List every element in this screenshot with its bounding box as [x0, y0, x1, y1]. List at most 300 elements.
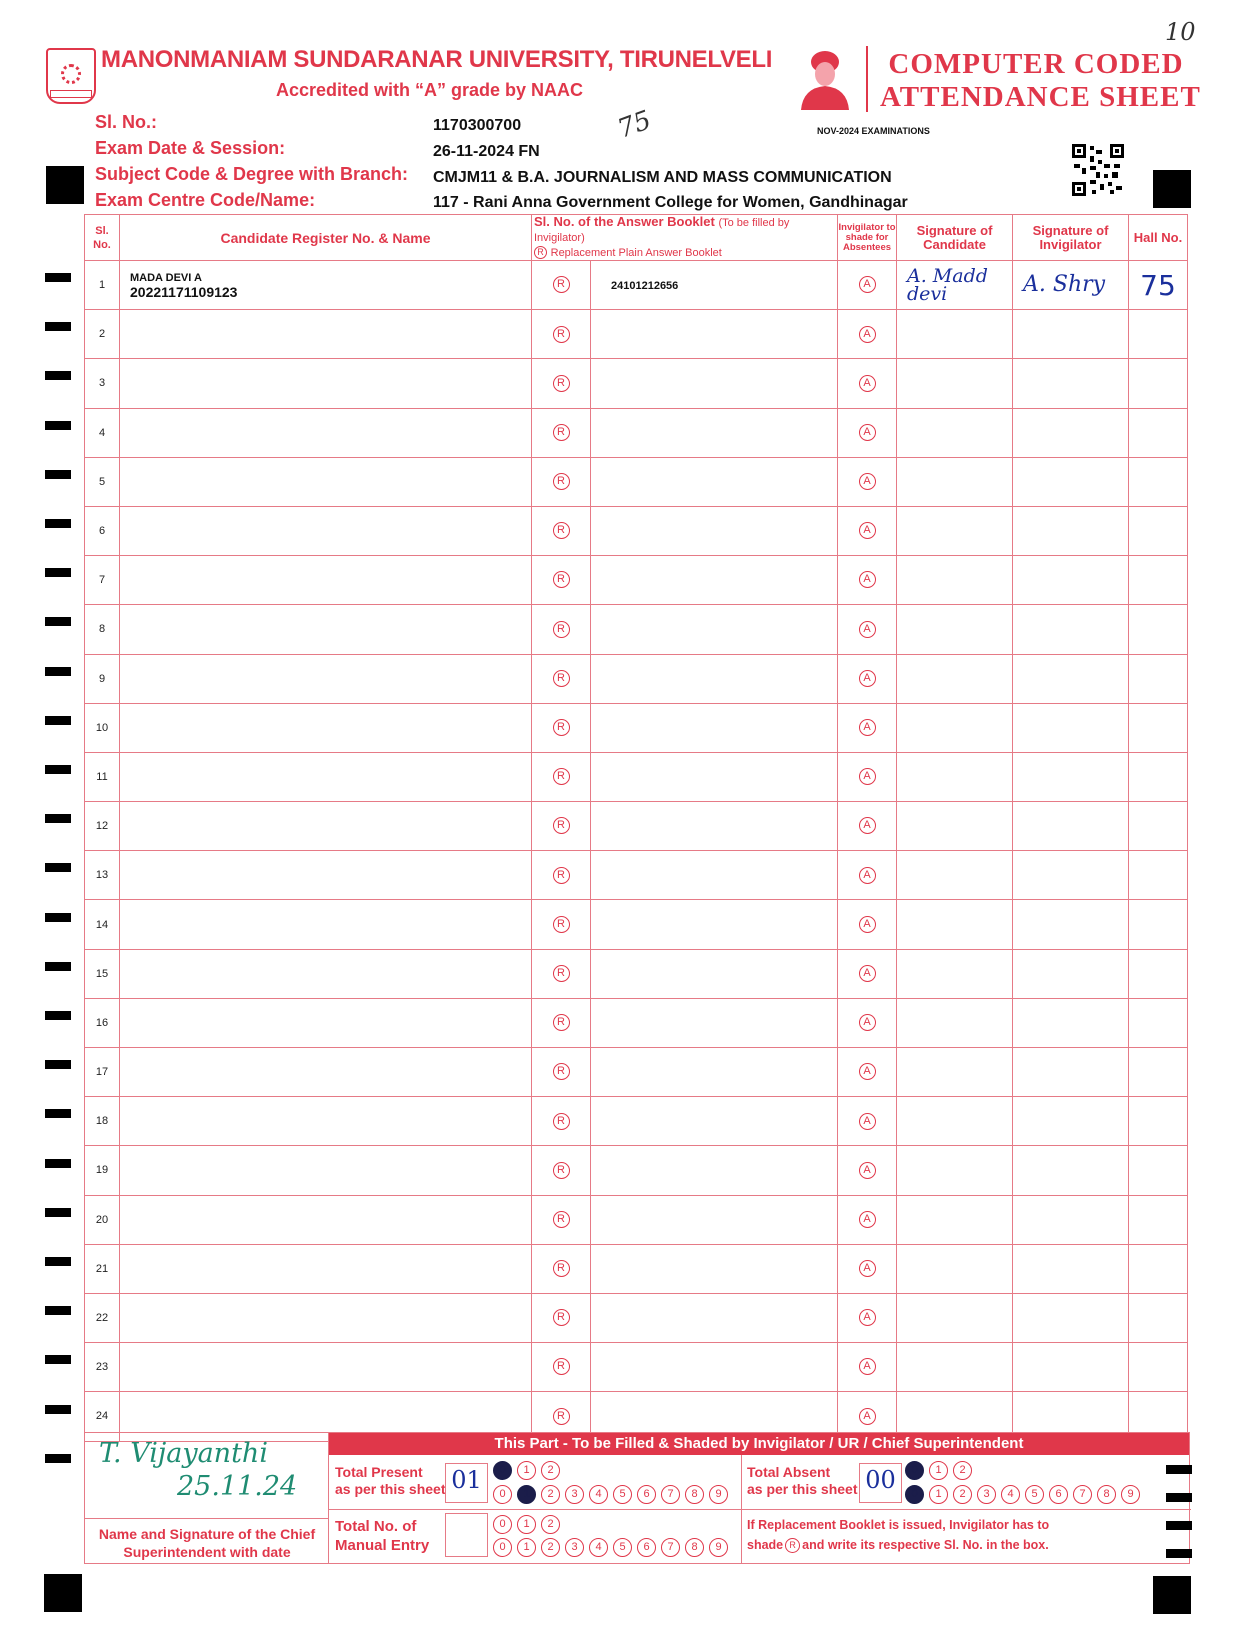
row-sno: 22: [85, 1293, 120, 1342]
digit-bubble[interactable]: 5: [1025, 1485, 1044, 1504]
timing-mark: [45, 765, 71, 774]
row-sno: 8: [85, 605, 120, 654]
replacement-note: If Replacement Booklet is issued, Invigilator has to shade R and write its respective Sl. No. in the box.: [747, 1518, 1050, 1552]
candidate-cell: [120, 605, 532, 654]
candidate-cell: [120, 949, 532, 998]
digit-bubble[interactable]: 9: [709, 1538, 728, 1557]
row-sno: 6: [85, 506, 120, 555]
hall-number: [1129, 359, 1188, 408]
timing-mark: [45, 1355, 71, 1364]
absent-bubble[interactable]: A: [838, 1293, 897, 1342]
attendance-table: [84, 214, 1188, 1442]
invigilator-signature: [1013, 851, 1129, 900]
absent-units-bubbles[interactable]: [905, 1484, 1145, 1504]
timing-mark: [45, 1405, 71, 1414]
booklet-cell[interactable]: [591, 261, 838, 310]
present-tens-bubbles[interactable]: [493, 1460, 565, 1480]
accreditation-text: Accredited with “A” grade by NAAC: [276, 80, 584, 100]
candidate-signature: [897, 654, 1013, 703]
table-row: [85, 998, 1188, 1047]
booklet-cell[interactable]: [591, 359, 838, 408]
digit-bubble[interactable]: 2: [541, 1461, 560, 1480]
booklet-cell[interactable]: [591, 1146, 838, 1195]
candidate-signature: [897, 998, 1013, 1047]
booklet-cell[interactable]: [591, 802, 838, 851]
digit-bubble[interactable]: 4: [589, 1538, 608, 1557]
registration-mark: [44, 1574, 82, 1612]
hall-number: [1129, 802, 1188, 851]
digit-bubble[interactable]: 2: [541, 1515, 560, 1534]
candidate-signature: [897, 1146, 1013, 1195]
digit-bubble[interactable]: 3: [977, 1485, 996, 1504]
booklet-cell[interactable]: [591, 851, 838, 900]
replacement-bubble[interactable]: R: [532, 1293, 591, 1342]
hall-number: [1129, 703, 1188, 752]
candidate-signature: [897, 703, 1013, 752]
hall-number: [1129, 1195, 1188, 1244]
replacement-bubble[interactable]: R: [532, 1195, 591, 1244]
candidate-signature: [897, 900, 1013, 949]
digit-bubble[interactable]: 7: [1073, 1485, 1092, 1504]
invigilator-signature: A. Shry: [1013, 261, 1129, 310]
invigilator-signature: [1013, 998, 1129, 1047]
timing-mark: [45, 962, 71, 971]
timing-mark: [45, 913, 71, 922]
table-row: [85, 261, 1188, 310]
digit-bubble[interactable]: 5: [613, 1485, 632, 1504]
digit-bubble[interactable]: 4: [1001, 1485, 1020, 1504]
replacement-bubble[interactable]: R: [532, 949, 591, 998]
booklet-number: 24101212656: [611, 280, 679, 293]
absent-bubble[interactable]: A: [838, 1343, 897, 1392]
row-sno: 5: [85, 457, 120, 506]
hall-number: [1129, 851, 1188, 900]
booklet-cell[interactable]: [591, 1097, 838, 1146]
absent-bubble[interactable]: A: [838, 408, 897, 457]
replacement-bubble[interactable]: R: [532, 900, 591, 949]
footer-panel: [84, 1432, 1190, 1564]
candidate-cell: [120, 1343, 532, 1392]
row-sno: 2: [85, 310, 120, 359]
hall-number: [1129, 1097, 1188, 1146]
hall-number: [1129, 654, 1188, 703]
manual-tens-bubbles[interactable]: [493, 1514, 565, 1534]
candidate-cell: [120, 752, 532, 801]
table-row: [85, 1048, 1188, 1097]
university-name: MANONMANIAM SUNDARANAR UNIVERSITY, TIRUNELVELI: [101, 46, 773, 73]
replacement-bubble[interactable]: R: [532, 1097, 591, 1146]
timing-mark: [45, 519, 71, 528]
chief-superintendent-signature: T. Vijayanthi 25.11.24: [99, 1438, 298, 1502]
header-hall: Hall No.: [1129, 215, 1188, 261]
booklet-cell[interactable]: [591, 752, 838, 801]
timing-mark: [45, 273, 71, 282]
candidate-signature: [897, 408, 1013, 457]
digit-bubble[interactable]: 2: [541, 1538, 560, 1557]
digit-bubble[interactable]: 1: [517, 1485, 536, 1504]
timing-mark: [45, 470, 71, 479]
digit-bubble[interactable]: 9: [709, 1485, 728, 1504]
invigilator-signature: [1013, 1244, 1129, 1293]
invigilator-signature: [1013, 1097, 1129, 1146]
candidate-signature: [897, 1195, 1013, 1244]
subject-label: Subject Code & Degree with Branch:: [95, 164, 409, 184]
timing-mark: [1166, 1521, 1192, 1530]
invigilator-signature: [1013, 900, 1129, 949]
digit-bubble[interactable]: 6: [1049, 1485, 1068, 1504]
digit-bubble[interactable]: 1: [929, 1461, 948, 1480]
candidate-cell: [120, 1048, 532, 1097]
digit-bubble[interactable]: 6: [637, 1485, 656, 1504]
replacement-bubble[interactable]: R: [532, 605, 591, 654]
row-sno: 11: [85, 752, 120, 801]
row-sno: 7: [85, 556, 120, 605]
absent-bubble[interactable]: A: [838, 261, 897, 310]
timing-mark: [45, 1109, 71, 1118]
candidate-cell: [120, 457, 532, 506]
booklet-cell[interactable]: [591, 1244, 838, 1293]
candidate-cell: [120, 654, 532, 703]
digit-bubble[interactable]: 1: [517, 1515, 536, 1534]
candidate-signature: A. Madd devi: [897, 261, 1013, 310]
timing-mark: [1166, 1465, 1192, 1474]
absent-bubble[interactable]: A: [838, 1146, 897, 1195]
absent-bubble[interactable]: A: [838, 900, 897, 949]
replacement-bubble[interactable]: R: [532, 703, 591, 752]
digit-bubble[interactable]: 1: [517, 1461, 536, 1480]
total-present-box[interactable]: 01: [445, 1463, 488, 1503]
centre-value: 117 - Rani Anna Government College for Women, Gandhinagar: [433, 194, 908, 211]
digit-bubble[interactable]: 6: [637, 1538, 656, 1557]
timing-mark: [45, 617, 71, 626]
booklet-cell[interactable]: [591, 900, 838, 949]
booklet-cell[interactable]: [591, 457, 838, 506]
exam-cycle: NOV-2024 EXAMINATIONS: [817, 126, 930, 136]
table-row: [85, 1097, 1188, 1146]
timing-mark: [45, 371, 71, 380]
candidate-cell: [120, 851, 532, 900]
chief-superintendent-label: Name and Signature of the Chief Superintendent with date: [85, 1518, 329, 1563]
hall-number: [1129, 310, 1188, 359]
candidate-signature: [897, 802, 1013, 851]
replacement-bubble[interactable]: R: [532, 998, 591, 1047]
booklet-cell[interactable]: [591, 1195, 838, 1244]
table-row: [85, 900, 1188, 949]
row-sno: 9: [85, 654, 120, 703]
header-invigilator-shade: Invigilator to shade for Absentees: [838, 215, 897, 261]
absent-bubble[interactable]: A: [838, 949, 897, 998]
table-row: [85, 703, 1188, 752]
table-row: [85, 1146, 1188, 1195]
founder-portrait-icon: [795, 46, 855, 110]
row-sno: 24: [85, 1392, 120, 1441]
candidate-cell: [120, 998, 532, 1047]
hall-number: [1129, 900, 1188, 949]
digit-bubble[interactable]: 8: [1097, 1485, 1116, 1504]
absent-bubble[interactable]: A: [838, 1048, 897, 1097]
digit-bubble[interactable]: 0: [493, 1515, 512, 1534]
absent-tens-bubbles[interactable]: [905, 1460, 977, 1480]
absent-bubble[interactable]: A: [838, 605, 897, 654]
manual-entry-label: Total No. of Manual Entry: [335, 1518, 430, 1554]
candidate-cell: [120, 1195, 532, 1244]
replacement-bubble[interactable]: R: [532, 556, 591, 605]
chief-superintendent-box: [85, 1433, 329, 1563]
digit-bubble[interactable]: 5: [613, 1538, 632, 1557]
absent-bubble[interactable]: A: [838, 802, 897, 851]
total-absent-box[interactable]: 00: [859, 1463, 902, 1503]
replacement-bubble[interactable]: R: [532, 1146, 591, 1195]
row-sno: 4: [85, 408, 120, 457]
timing-mark: [45, 1257, 71, 1266]
timing-mark: [45, 1208, 71, 1217]
manual-units-bubbles[interactable]: [493, 1537, 733, 1557]
absent-bubble[interactable]: A: [838, 752, 897, 801]
candidate-signature: [897, 1293, 1013, 1342]
candidate-signature: [897, 605, 1013, 654]
row-sno: 10: [85, 703, 120, 752]
replacement-bubble[interactable]: R: [532, 654, 591, 703]
invigilator-signature: [1013, 703, 1129, 752]
absent-bubble[interactable]: A: [838, 998, 897, 1047]
candidate-cell: [120, 556, 532, 605]
booklet-cell[interactable]: [591, 408, 838, 457]
candidate-cell: [120, 802, 532, 851]
candidate-signature: [897, 506, 1013, 555]
invigilator-signature: [1013, 310, 1129, 359]
absent-bubble[interactable]: A: [838, 1244, 897, 1293]
invigilator-signature: [1013, 359, 1129, 408]
booklet-cell[interactable]: [591, 310, 838, 359]
booklet-cell[interactable]: [591, 1343, 838, 1392]
replacement-bubble[interactable]: R: [532, 506, 591, 555]
exam-date-value: 26-11-2024 FN: [433, 143, 540, 160]
manual-entry-box[interactable]: [445, 1513, 488, 1557]
invigilator-signature: [1013, 654, 1129, 703]
replacement-bubble[interactable]: R: [532, 1392, 591, 1441]
replacement-bubble[interactable]: R: [532, 359, 591, 408]
hall-number: [1129, 1293, 1188, 1342]
replacement-bubble[interactable]: R: [532, 310, 591, 359]
header-signature-invigilator: Signature of Invigilator: [1013, 215, 1129, 261]
invigilator-signature: [1013, 949, 1129, 998]
table-row: [85, 752, 1188, 801]
header-candidate: Candidate Register No. & Name: [120, 215, 532, 261]
centre-label: Exam Centre Code/Name:: [95, 190, 316, 210]
table-row: [85, 556, 1188, 605]
digit-bubble[interactable]: 3: [565, 1538, 584, 1557]
absent-bubble[interactable]: A: [838, 654, 897, 703]
digit-bubble[interactable]: 2: [541, 1485, 560, 1504]
digit-bubble[interactable]: 8: [685, 1538, 704, 1557]
table-header-row: [85, 215, 1188, 261]
replacement-bubble[interactable]: R: [532, 752, 591, 801]
replacement-bubble[interactable]: R: [532, 1048, 591, 1097]
candidate-signature: [897, 556, 1013, 605]
absent-bubble[interactable]: A: [838, 851, 897, 900]
booklet-cell[interactable]: [591, 605, 838, 654]
candidate-cell: [120, 1244, 532, 1293]
hall-number: [1129, 457, 1188, 506]
booklet-cell[interactable]: [591, 1048, 838, 1097]
registration-mark: [1153, 1576, 1191, 1614]
table-row: [85, 802, 1188, 851]
table-row: [85, 851, 1188, 900]
booklet-cell[interactable]: [591, 654, 838, 703]
candidate-cell: [120, 359, 532, 408]
absent-bubble[interactable]: A: [838, 310, 897, 359]
row-sno: 15: [85, 949, 120, 998]
booklet-cell[interactable]: [591, 506, 838, 555]
table-row: [85, 1244, 1188, 1293]
invigilator-signature: [1013, 1146, 1129, 1195]
qr-code-icon: [1072, 144, 1124, 196]
candidate-cell: [120, 506, 532, 555]
exam-date-label: Exam Date & Session:: [95, 138, 286, 158]
present-units-bubbles[interactable]: [493, 1484, 733, 1504]
invigilator-signature: [1013, 1195, 1129, 1244]
digit-bubble[interactable]: 1: [517, 1538, 536, 1557]
booklet-cell[interactable]: [591, 998, 838, 1047]
replacement-bubble[interactable]: R: [532, 261, 591, 310]
registration-mark: [1153, 170, 1191, 208]
candidate-signature: [897, 359, 1013, 408]
booklet-cell[interactable]: [591, 703, 838, 752]
absent-bubble[interactable]: A: [838, 1097, 897, 1146]
digit-bubble[interactable]: 3: [565, 1485, 584, 1504]
absent-bubble[interactable]: A: [838, 457, 897, 506]
timing-mark: [1166, 1549, 1192, 1558]
booklet-cell[interactable]: [591, 556, 838, 605]
invigilator-signature: [1013, 605, 1129, 654]
sl-no-value: 1170300700: [433, 117, 522, 134]
invigilator-signature: [1013, 506, 1129, 555]
total-present-label: Total Present as per this sheet: [335, 1464, 446, 1497]
table-row: [85, 1195, 1188, 1244]
candidate-cell: [120, 1146, 532, 1195]
header-signature-candidate: Signature of Candidate: [897, 215, 1013, 261]
timing-mark: [45, 1306, 71, 1315]
replacement-bubble[interactable]: R: [532, 851, 591, 900]
digit-bubble[interactable]: 8: [685, 1485, 704, 1504]
page-mark: 10: [1165, 18, 1196, 46]
hall-number: [1129, 506, 1188, 555]
row-sno: 21: [85, 1244, 120, 1293]
replacement-bubble[interactable]: R: [532, 408, 591, 457]
row-sno: 19: [85, 1146, 120, 1195]
invigilator-signature: [1013, 1293, 1129, 1342]
absent-bubble[interactable]: A: [838, 1392, 897, 1441]
candidate-cell: [120, 408, 532, 457]
absent-bubble[interactable]: A: [838, 703, 897, 752]
digit-bubble[interactable]: 0: [493, 1538, 512, 1557]
candidate-signature: [897, 851, 1013, 900]
replacement-bubble[interactable]: R: [532, 457, 591, 506]
candidate-signature: [897, 1048, 1013, 1097]
invigilator-signature: [1013, 556, 1129, 605]
absent-bubble[interactable]: A: [838, 1195, 897, 1244]
hall-number: [1129, 1146, 1188, 1195]
table-row: [85, 654, 1188, 703]
header-divider: [866, 46, 868, 112]
digit-bubble[interactable]: 0: [493, 1485, 512, 1504]
candidate-signature: [897, 752, 1013, 801]
digit-bubble[interactable]: 0: [905, 1485, 924, 1504]
candidate-cell: [120, 261, 532, 310]
booklet-cell[interactable]: [591, 949, 838, 998]
timing-mark: [45, 1159, 71, 1168]
table-row: [85, 1293, 1188, 1342]
table-row: [85, 457, 1188, 506]
row-sno: 12: [85, 802, 120, 851]
digit-bubble[interactable]: 0: [493, 1461, 512, 1480]
table-row: [85, 359, 1188, 408]
hall-number: [1129, 949, 1188, 998]
replacement-bubble[interactable]: R: [532, 1343, 591, 1392]
absent-bubble[interactable]: A: [838, 359, 897, 408]
booklet-cell[interactable]: [591, 1293, 838, 1342]
invigilator-signature: [1013, 1343, 1129, 1392]
replacement-bubble[interactable]: R: [532, 802, 591, 851]
timing-mark: [45, 1011, 71, 1020]
digit-bubble[interactable]: 0: [905, 1461, 924, 1480]
candidate-signature: [897, 1244, 1013, 1293]
table-row: [85, 949, 1188, 998]
candidate-signature: [897, 949, 1013, 998]
candidate-signature: [897, 1097, 1013, 1146]
digit-bubble[interactable]: 7: [661, 1538, 680, 1557]
sheet-title: COMPUTER CODED ATTENDANCE SHEET: [880, 48, 1201, 113]
digit-bubble[interactable]: 1: [929, 1485, 948, 1504]
timing-mark: [45, 421, 71, 430]
hall-number: [1129, 556, 1188, 605]
row-sno: 14: [85, 900, 120, 949]
digit-bubble[interactable]: 4: [589, 1485, 608, 1504]
hall-number: 75: [1129, 261, 1188, 310]
subject-value: CMJM11 & B.A. JOURNALISM AND MASS COMMUNICATION: [433, 169, 892, 186]
invigilator-signature: [1013, 752, 1129, 801]
total-absent-label: Total Absent as per this sheet: [747, 1464, 858, 1497]
row-sno: 20: [85, 1195, 120, 1244]
timing-mark: [45, 863, 71, 872]
timing-mark: [45, 814, 71, 823]
candidate-signature: [897, 1343, 1013, 1392]
handwritten-mark: 75: [613, 105, 656, 145]
footer-banner: This Part - To be Filled & Shaded by Invigilator / UR / Chief Superintendent: [329, 1433, 1189, 1455]
timing-mark: [1166, 1493, 1192, 1502]
row-sno: 13: [85, 851, 120, 900]
absent-bubble[interactable]: A: [838, 556, 897, 605]
digit-bubble[interactable]: 7: [661, 1485, 680, 1504]
candidate-cell: [120, 703, 532, 752]
hall-number: [1129, 998, 1188, 1047]
invigilator-signature: [1013, 408, 1129, 457]
replacement-bubble[interactable]: R: [532, 1244, 591, 1293]
digit-bubble[interactable]: 2: [953, 1461, 972, 1480]
candidate-signature: [897, 457, 1013, 506]
candidate-cell: [120, 1293, 532, 1342]
hall-number: [1129, 605, 1188, 654]
hall-number: [1129, 1343, 1188, 1392]
timing-mark: [45, 667, 71, 676]
table-row: [85, 1343, 1188, 1392]
row-sno: 18: [85, 1097, 120, 1146]
sl-no-label: Sl. No.:: [95, 112, 157, 132]
absent-bubble[interactable]: A: [838, 506, 897, 555]
table-row: [85, 506, 1188, 555]
digit-bubble[interactable]: 9: [1121, 1485, 1140, 1504]
digit-bubble[interactable]: 2: [953, 1485, 972, 1504]
